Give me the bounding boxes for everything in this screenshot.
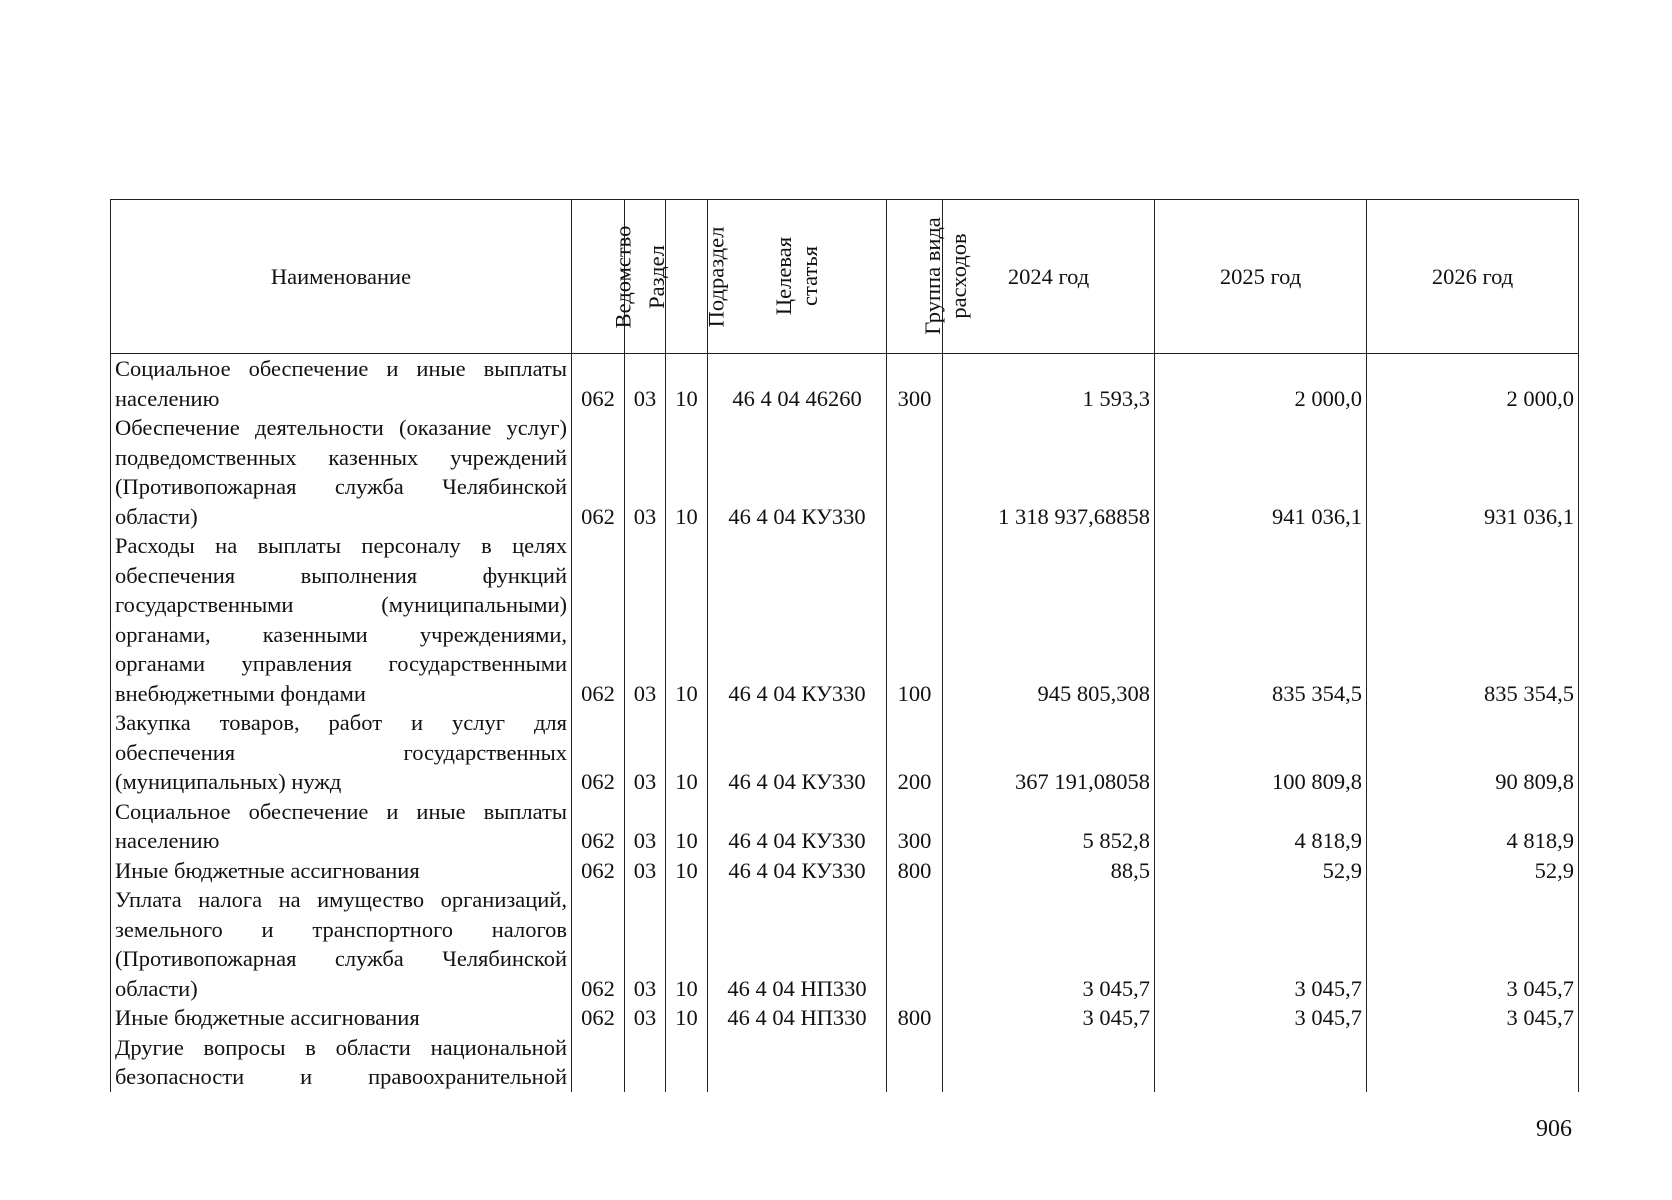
row-dept: 062	[572, 413, 625, 531]
row-name: Уплата налога на имущество организаций, земельного и транспортного налогов (Противопожарная служба Челябинской области)	[111, 885, 572, 1003]
row-2025: 52,9	[1155, 856, 1367, 886]
table-row	[111, 413, 1579, 531]
row-target	[708, 1033, 887, 1092]
table-row	[111, 885, 1579, 1003]
row-2024: 945 805,308	[943, 531, 1155, 708]
row-target: 46 4 04 КУ330	[708, 413, 887, 531]
row-expense-group: 200	[887, 708, 943, 797]
row-subsection: 10	[666, 531, 708, 708]
row-2024: 5 852,8	[943, 797, 1155, 856]
row-2026: 3 045,7	[1367, 885, 1579, 1003]
row-2025: 100 809,8	[1155, 708, 1367, 797]
header-expense-group: Группа вида расходов	[887, 200, 943, 354]
header-2026: 2026 год	[1367, 200, 1579, 354]
row-target: 46 4 04 46260	[708, 354, 887, 414]
header-section: Раздел	[625, 200, 666, 354]
table-header-row	[111, 200, 1579, 354]
row-section: 03	[625, 708, 666, 797]
row-2026: 52,9	[1367, 856, 1579, 886]
row-2024: 3 045,7	[943, 1003, 1155, 1033]
table-row	[111, 531, 1579, 708]
row-2025: 2 000,0	[1155, 354, 1367, 414]
row-2024: 3 045,7	[943, 885, 1155, 1003]
table-row	[111, 856, 1579, 886]
row-subsection: 10	[666, 797, 708, 856]
row-2024	[943, 1033, 1155, 1092]
row-target: 46 4 04 КУ330	[708, 531, 887, 708]
header-target: Целевая статья	[708, 200, 887, 354]
row-name: Социальное обеспечение и иные выплаты населению	[111, 354, 572, 414]
row-dept: 062	[572, 1003, 625, 1033]
table-row	[111, 354, 1579, 414]
row-2026: 2 000,0	[1367, 354, 1579, 414]
row-expense-group: 800	[887, 1003, 943, 1033]
row-2025	[1155, 1033, 1367, 1092]
header-subsection: Подраздел	[666, 200, 708, 354]
header-2025: 2025 год	[1155, 200, 1367, 354]
row-subsection	[666, 1033, 708, 1092]
row-section: 03	[625, 797, 666, 856]
row-2024: 367 191,08058	[943, 708, 1155, 797]
row-expense-group: 300	[887, 797, 943, 856]
row-expense-group	[887, 413, 943, 531]
row-expense-group: 300	[887, 354, 943, 414]
row-expense-group: 100	[887, 531, 943, 708]
row-name: Иные бюджетные ассигнования	[111, 1003, 572, 1033]
row-name: Обеспечение деятельности (оказание услуг) подведомственных казенных учреждений (Противопожарная служба Челябинской области)	[111, 413, 572, 531]
row-target: 46 4 04 НП330	[708, 885, 887, 1003]
row-dept	[572, 1033, 625, 1092]
row-2024: 88,5	[943, 856, 1155, 886]
row-dept: 062	[572, 885, 625, 1003]
row-section	[625, 1033, 666, 1092]
row-2024: 1 593,3	[943, 354, 1155, 414]
header-dept: Ведомство	[572, 200, 625, 354]
row-section: 03	[625, 413, 666, 531]
row-2025: 3 045,7	[1155, 1003, 1367, 1033]
row-target: 46 4 04 КУ330	[708, 797, 887, 856]
table-row	[111, 708, 1579, 797]
row-target: 46 4 04 КУ330	[708, 856, 887, 886]
table-row	[111, 1033, 1579, 1092]
row-target: 46 4 04 НП330	[708, 1003, 887, 1033]
row-dept: 062	[572, 354, 625, 414]
row-subsection: 10	[666, 1003, 708, 1033]
row-dept: 062	[572, 856, 625, 886]
row-subsection: 10	[666, 413, 708, 531]
row-section: 03	[625, 531, 666, 708]
header-name: Наименование	[111, 200, 572, 354]
row-name: Другие вопросы в области национальной безопасности и правоохранительной	[111, 1033, 572, 1092]
row-2025: 835 354,5	[1155, 531, 1367, 708]
row-section: 03	[625, 1003, 666, 1033]
row-dept: 062	[572, 797, 625, 856]
row-subsection: 10	[666, 354, 708, 414]
row-section: 03	[625, 885, 666, 1003]
table-row	[111, 797, 1579, 856]
row-2026	[1367, 1033, 1579, 1092]
row-2025: 4 818,9	[1155, 797, 1367, 856]
row-name: Закупка товаров, работ и услуг для обеспечения государственных (муниципальных) нужд	[111, 708, 572, 797]
table-row	[111, 1003, 1579, 1033]
row-target: 46 4 04 КУ330	[708, 708, 887, 797]
row-name: Социальное обеспечение и иные выплаты населению	[111, 797, 572, 856]
row-expense-group	[887, 1033, 943, 1092]
budget-table	[110, 199, 1579, 1092]
row-expense-group: 800	[887, 856, 943, 886]
row-subsection: 10	[666, 708, 708, 797]
row-2026: 3 045,7	[1367, 1003, 1579, 1033]
row-2026: 4 818,9	[1367, 797, 1579, 856]
row-subsection: 10	[666, 856, 708, 886]
row-subsection: 10	[666, 885, 708, 1003]
row-2024: 1 318 937,68858	[943, 413, 1155, 531]
row-section: 03	[625, 856, 666, 886]
row-2026: 90 809,8	[1367, 708, 1579, 797]
row-2025: 3 045,7	[1155, 885, 1367, 1003]
row-dept: 062	[572, 708, 625, 797]
header-2024: 2024 год	[943, 200, 1155, 354]
row-section: 03	[625, 354, 666, 414]
row-2026: 835 354,5	[1367, 531, 1579, 708]
row-name: Иные бюджетные ассигнования	[111, 856, 572, 886]
page-number: 906	[1536, 1116, 1572, 1142]
row-dept: 062	[572, 531, 625, 708]
row-2026: 931 036,1	[1367, 413, 1579, 531]
row-name: Расходы на выплаты персоналу в целях обеспечения выполнения функций государственными (муниципальными) органами, казенными учреждениями, органами управления государственными внебюджетными фондами	[111, 531, 572, 708]
row-2025: 941 036,1	[1155, 413, 1367, 531]
row-expense-group	[887, 885, 943, 1003]
